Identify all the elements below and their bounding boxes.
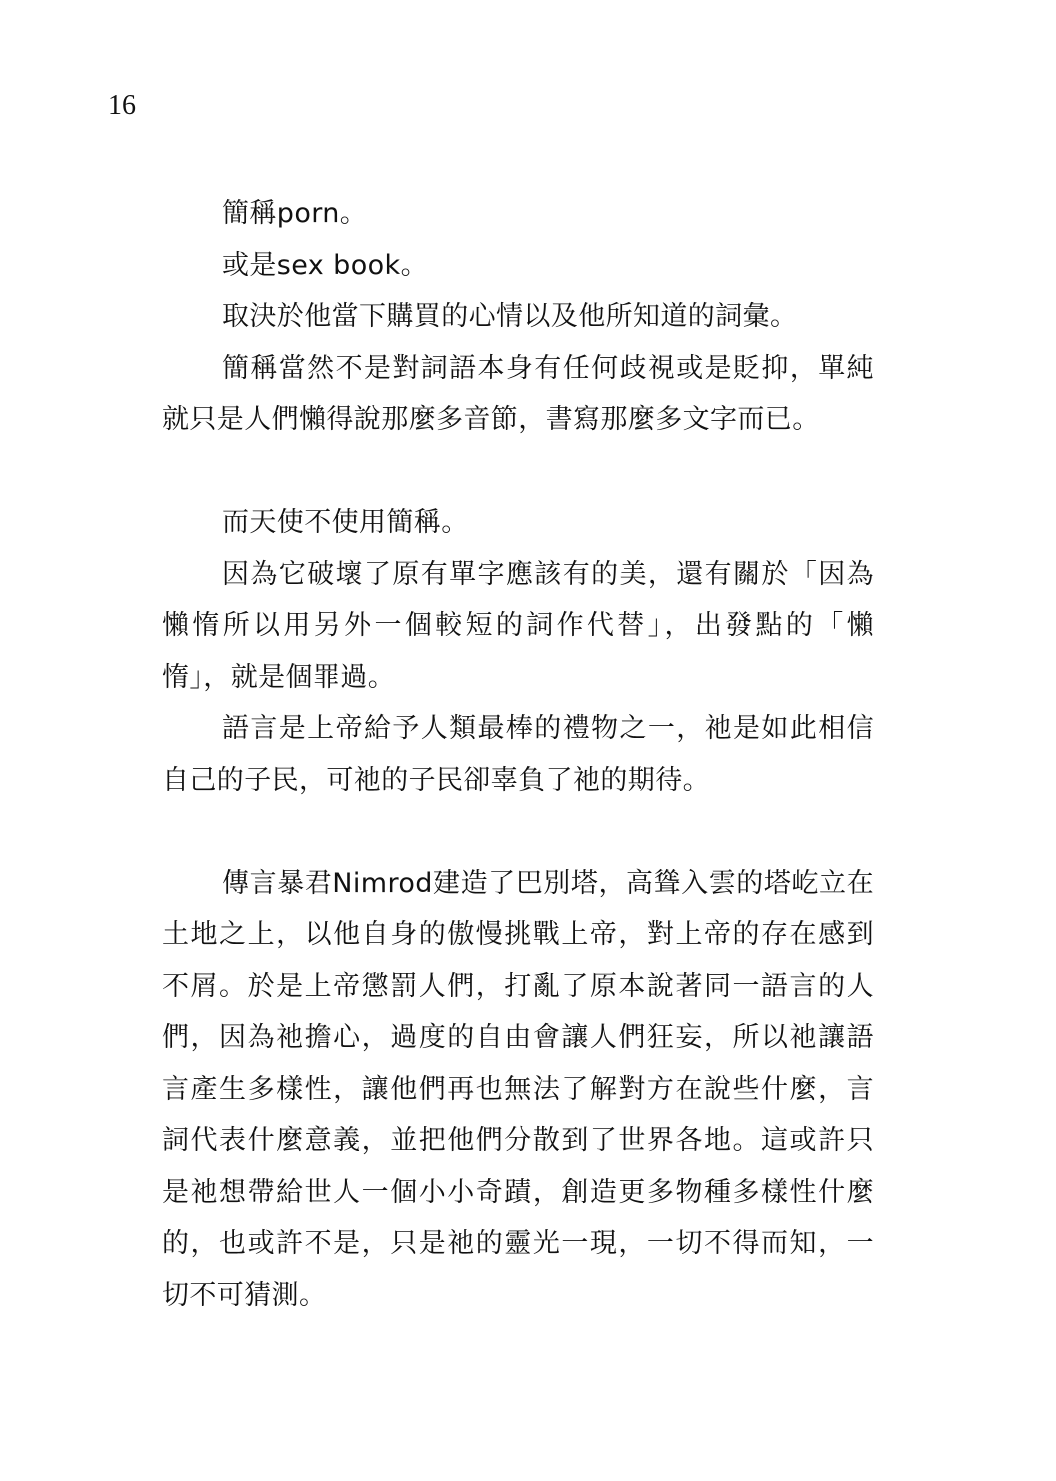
paragraph-3: 取決於他當下購買的心情以及他所知道的詞彙。 xyxy=(222,301,798,332)
paragraph-7: 語言是上帝給予人類最棒的禮物之一，祂是如此相信自己的子民，可祂的子民卻辜負了祂的期待。 xyxy=(162,713,874,796)
body-text xyxy=(162,188,874,1321)
paragraph-2: 或是sex book。 xyxy=(222,249,428,281)
paragraph-1: 簡稱porn。 xyxy=(222,198,368,229)
page-number: 16 xyxy=(108,90,136,121)
paragraph-4: 簡稱當然不是對詞語本身有任何歧視或是貶抑，單純就只是人們懶得說那麼多音節，書寫那麼多文字而已。 xyxy=(162,352,874,435)
paragraph-8: 傳言暴君Nimrod建造了巴別塔，高聳入雲的塔屹立在土地之上，以他自身的傲慢挑戰上帝，對上帝的存在感到不屑。於是上帝懲罰人們，打亂了原本說著同一語言的人們，因為祂擔心，過度的自由會讓人們狂妄，所以祂讓語言產生多樣性，讓他們再也無法了解對方在說些什麼，言詞代表什麼意義，並把他們分散到了世界各地。這或許只是祂想帶給世人一個小小奇蹟，創造更多物種多樣性什麼的，也或許不是，只是祂的靈光一現，一切不得而知，一切不可猜測。 xyxy=(162,867,874,1311)
paragraph-6: 因為它破壞了原有單字應該有的美，還有關於「因為懶惰所以用另外一個較短的詞作代替」，出發點的「懶惰」，就是個罪過。 xyxy=(162,558,874,693)
paragraph-5: 而天使不使用簡稱。 xyxy=(222,507,469,538)
